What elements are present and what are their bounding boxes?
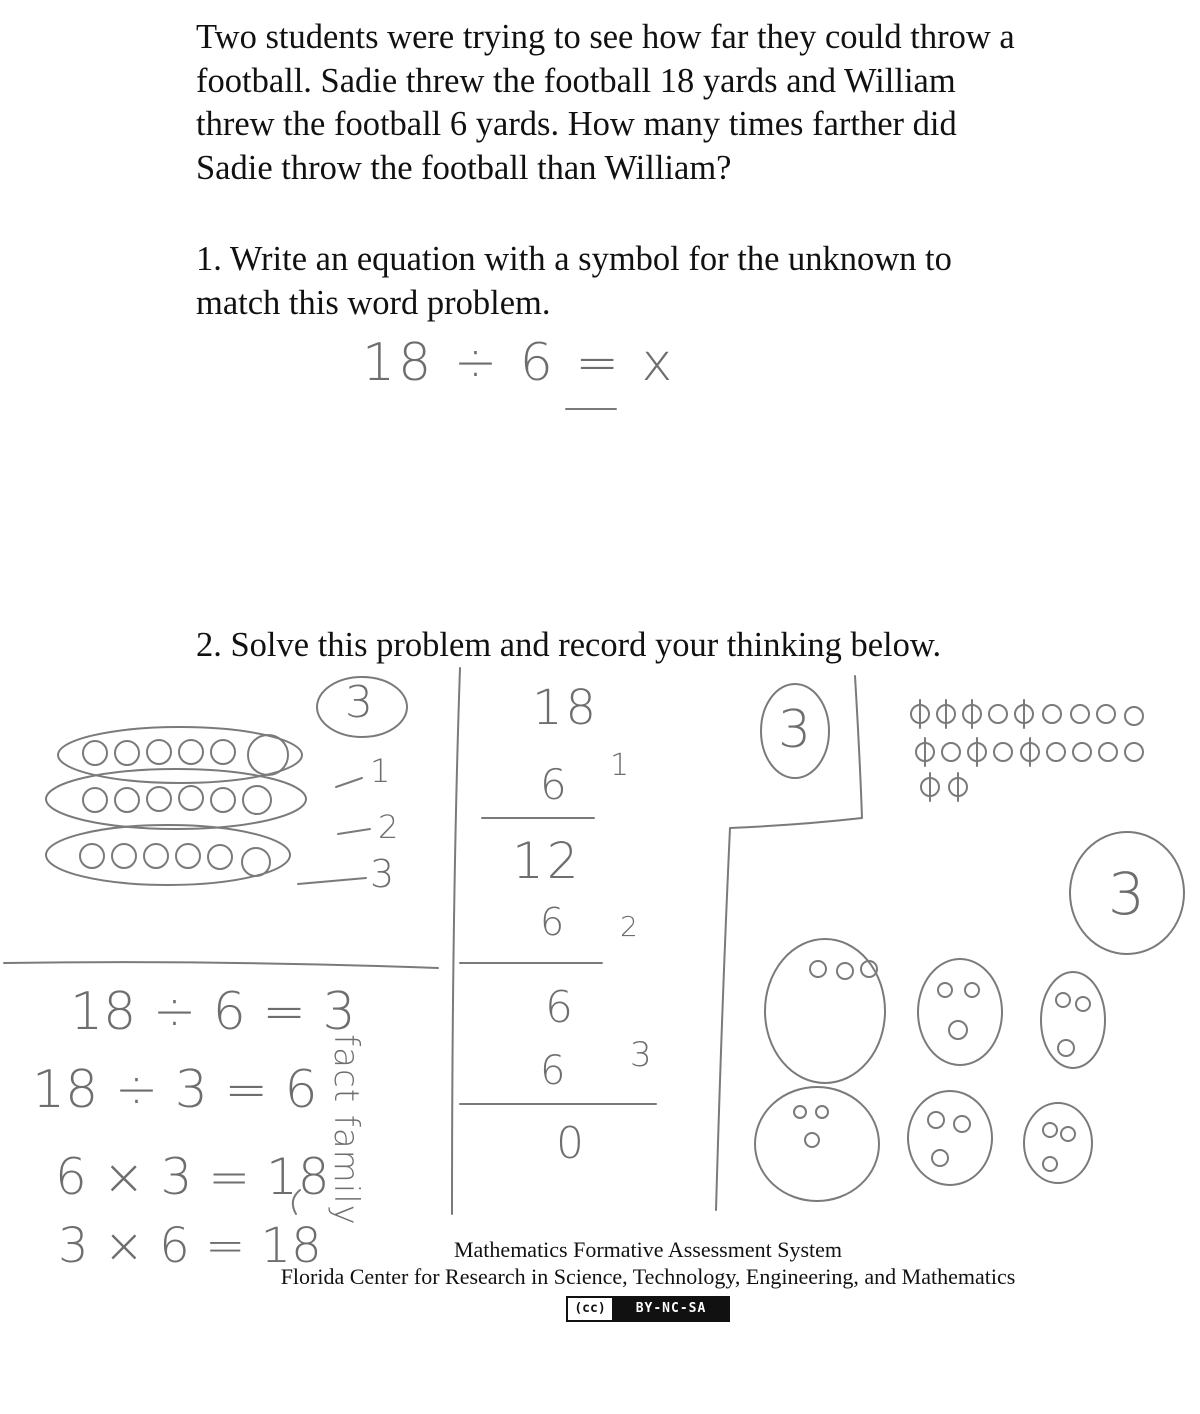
- subtraction-step: 1: [610, 748, 633, 783]
- license-badge[interactable]: [566, 1296, 730, 1322]
- fact-family-equation: 18 ÷ 6 = 3: [70, 982, 356, 1042]
- circled-answer: 3: [778, 700, 815, 760]
- question-1-line: 1. Write an equation with a symbol for the unknown to: [196, 240, 952, 278]
- footer-organization: Florida Center for Research in Science, Technology, Engineering, and Mathematics: [280, 1264, 1016, 1289]
- subtraction-step: 18: [532, 680, 600, 736]
- subtraction-step: 6: [540, 760, 570, 809]
- group-tally: 2: [378, 808, 402, 846]
- subtraction-step: 2: [620, 910, 641, 943]
- problem-line: Two students were trying to see how far they could throw a: [196, 18, 1015, 56]
- circled-answer: 3: [1108, 860, 1148, 928]
- fact-family-equation: 6 × 3 = 18: [55, 1148, 330, 1206]
- subtraction-step: 3: [630, 1035, 655, 1075]
- subtraction-step: 12: [512, 832, 582, 890]
- creative-commons-icon: (cc): [568, 1298, 614, 1320]
- problem-line: Sadie throw the football than William?: [196, 148, 732, 187]
- fact-family-equation: 3 × 6 = 18: [58, 1218, 322, 1274]
- group-tally: 1: [370, 752, 394, 790]
- footer-title: Mathematics Formative Assessment System: [453, 1237, 843, 1262]
- question-1-answer: 18 ÷ 6 = x: [362, 333, 676, 393]
- subtraction-step: 6: [545, 982, 576, 1033]
- question-2: 2. Solve this problem and record your thinking below.: [196, 626, 942, 664]
- license-text: BY-NC-SA: [614, 1298, 728, 1320]
- subtraction-step: 6: [540, 900, 568, 944]
- fact-family-equation: 18 ÷ 3 = 6: [32, 1060, 318, 1120]
- problem-line: football. Sadie threw the football 18 yards and William: [196, 61, 956, 100]
- subtraction-step: 6: [540, 1048, 569, 1094]
- question-1-line: match this word problem.: [196, 283, 551, 322]
- circled-answer: 3: [345, 677, 376, 728]
- problem-line: threw the football 6 yards. How many times farther did: [196, 105, 957, 143]
- subtraction-step: 0: [556, 1118, 587, 1169]
- fact-family-label: fact family: [325, 1034, 366, 1226]
- group-tally: 3: [370, 852, 398, 896]
